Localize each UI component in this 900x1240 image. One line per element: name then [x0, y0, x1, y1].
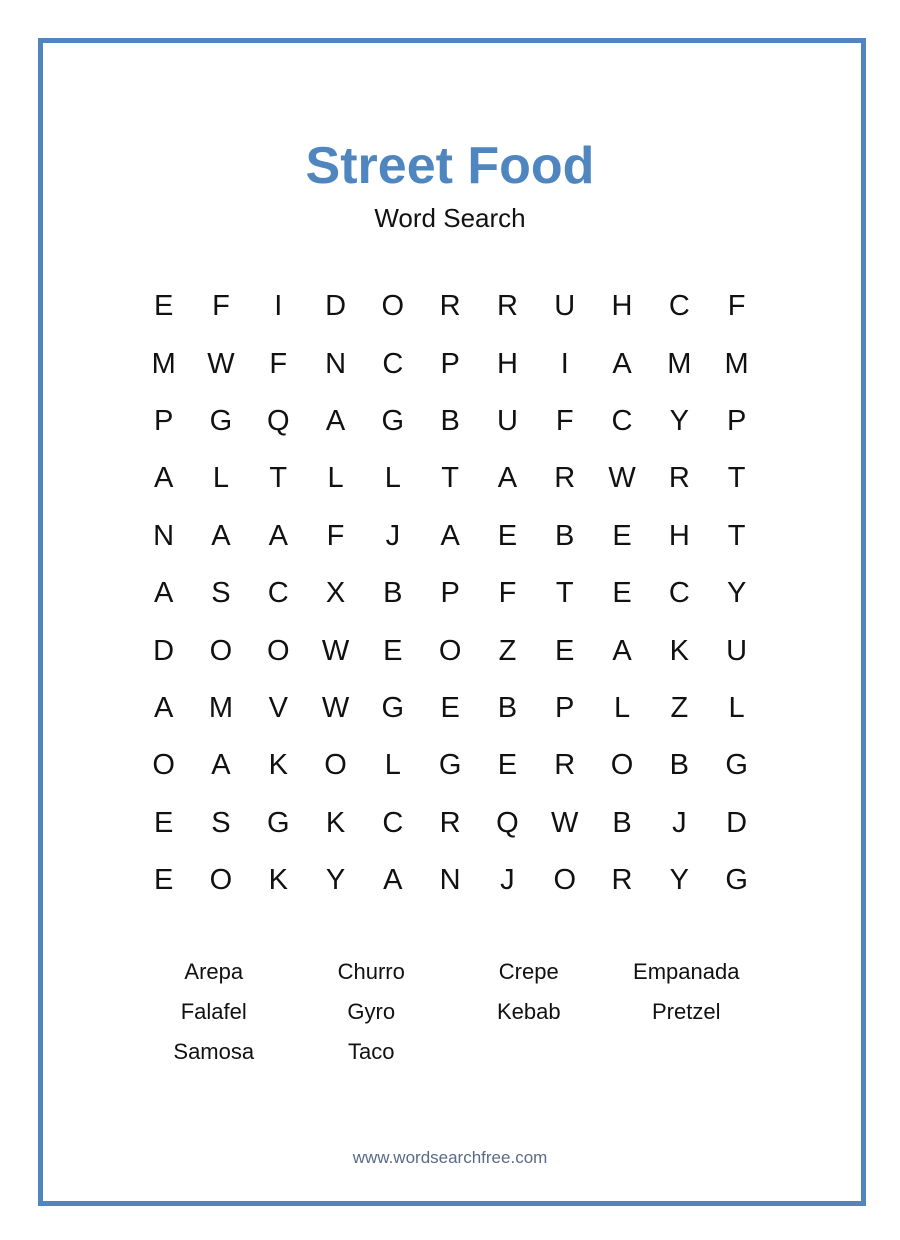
grid-letter: G [209, 404, 233, 437]
grid-letter: C [668, 290, 690, 323]
grid-letter: D [726, 806, 748, 839]
grid-letter: D [325, 290, 347, 323]
grid-letter: O [438, 634, 462, 667]
grid-letter: Y [325, 864, 346, 897]
grid-letter: P [726, 404, 747, 437]
grid-letter: R [668, 462, 690, 495]
grid-letter: Y [669, 864, 689, 897]
grid-letter: E [153, 806, 174, 839]
grid-letter: X [325, 577, 346, 610]
grid-letter: J [385, 519, 401, 552]
grid-letter: A [612, 634, 632, 667]
grid-letter: R [439, 290, 461, 323]
grid-letter: B [669, 749, 689, 782]
grid-letter: E [440, 691, 460, 724]
grid-letter: A [440, 519, 460, 552]
word-list-item: Samosa [173, 1039, 255, 1064]
grid-letter: A [153, 577, 174, 610]
grid-letter: C [267, 577, 289, 610]
grid-letter: M [208, 691, 234, 724]
grid-letter: A [325, 404, 346, 437]
grid-letter: L [728, 691, 745, 724]
grid-letter: B [612, 806, 632, 839]
grid-letter: F [727, 290, 746, 323]
grid-letter: R [496, 290, 518, 323]
grid-letter: F [555, 404, 574, 437]
grid-letter: M [724, 347, 749, 380]
grid-letter: T [441, 462, 459, 495]
grid-letter: E [612, 519, 632, 552]
grid-letter: F [269, 347, 288, 380]
grid-letter: R [439, 806, 461, 839]
grid-letter: C [382, 806, 404, 839]
grid-letter: L [384, 749, 401, 782]
grid-letter: G [381, 404, 405, 437]
grid-letter: Y [669, 404, 689, 437]
grid-letter: Q [266, 404, 290, 437]
grid-letter: U [554, 290, 576, 323]
grid-letter: A [268, 519, 288, 552]
grid-letter: A [211, 749, 231, 782]
grid-letter: A [153, 691, 174, 724]
grid-letter: J [672, 806, 687, 839]
footer-url[interactable]: www.wordsearchfree.com [352, 1148, 548, 1167]
grid-letter: G [725, 864, 748, 897]
grid-letter: W [207, 347, 235, 380]
grid-letter: O [610, 749, 634, 782]
grid-letter: W [608, 462, 636, 495]
grid-letter: E [555, 634, 575, 667]
grid-letter: B [555, 519, 575, 552]
grid-letter: U [496, 404, 518, 437]
grid-letter: N [439, 864, 461, 897]
grid-letter: I [274, 290, 283, 323]
grid-letter: B [440, 404, 460, 437]
grid-letter: O [209, 634, 233, 667]
grid-letter: N [153, 519, 175, 552]
grid-letter: V [268, 691, 288, 724]
grid-letter: F [326, 519, 345, 552]
grid-letter: T [727, 519, 746, 552]
grid-letter: L [384, 462, 401, 495]
grid-letter: A [383, 864, 403, 897]
grid-letter: K [268, 864, 288, 897]
grid-letter: L [212, 462, 230, 495]
grid-letter: H [611, 290, 633, 323]
grid-letter: R [554, 749, 576, 782]
grid-letter: F [498, 577, 517, 610]
grid-letter: E [497, 749, 518, 782]
word-list-item: Taco [348, 1039, 395, 1064]
word-list-item: Pretzel [652, 999, 721, 1024]
grid-letter: B [497, 691, 518, 724]
grid-letter: M [151, 347, 176, 380]
grid-letter: K [669, 634, 689, 667]
grid-letter: O [324, 749, 347, 782]
word-list-item: Empanada [633, 959, 740, 984]
grid-letter: Z [498, 634, 517, 667]
grid-letter: O [553, 864, 576, 897]
grid-letter: E [497, 519, 518, 552]
grid-letter: O [152, 749, 175, 782]
grid-letter: P [555, 691, 575, 724]
word-list-item: Kebab [496, 999, 561, 1024]
grid-letter: A [153, 462, 174, 495]
grid-letter: Q [496, 806, 519, 839]
puzzle-subtitle: Word Search [374, 203, 526, 233]
grid-letter: T [555, 577, 574, 610]
grid-letter: E [612, 577, 632, 610]
grid-letter: W [551, 806, 579, 839]
grid-letter: K [325, 806, 346, 839]
grid-letter: G [266, 806, 290, 839]
grid-letter: R [554, 462, 576, 495]
grid-letter: W [321, 691, 350, 724]
grid-letter: Y [726, 577, 747, 610]
grid-letter: B [383, 577, 403, 610]
word-list-item: Churro [337, 959, 405, 984]
word-list-item: Falafel [180, 999, 247, 1024]
grid-letter: H [668, 519, 690, 552]
grid-letter: A [497, 462, 518, 495]
grid-letter: O [381, 290, 405, 323]
grid-letter: D [153, 634, 175, 667]
grid-letter: E [383, 634, 403, 667]
word-list-item: Crepe [498, 959, 559, 984]
grid-letter: O [266, 634, 290, 667]
word-list-item: Arepa [184, 959, 244, 984]
grid-letter: N [325, 347, 347, 380]
word-list-item: Gyro [347, 999, 396, 1024]
grid-letter: C [668, 577, 690, 610]
puzzle-title: Street Food [305, 137, 595, 195]
grid-letter: E [153, 290, 174, 323]
word-list [135, 952, 765, 1072]
letter-grid [135, 278, 765, 909]
grid-letter: J [500, 864, 515, 897]
grid-letter: K [268, 749, 288, 782]
grid-letter: S [211, 577, 231, 610]
grid-letter: G [381, 691, 405, 724]
grid-letter: E [153, 864, 174, 897]
grid-letter: L [613, 691, 631, 724]
grid-letter: T [269, 462, 288, 495]
grid-letter: C [382, 347, 404, 380]
grid-letter: W [321, 634, 350, 667]
grid-letter: P [153, 404, 174, 437]
grid-letter: G [438, 749, 462, 782]
grid-letter: H [496, 347, 518, 380]
grid-letter: T [727, 462, 746, 495]
grid-letter: F [212, 290, 230, 323]
grid-letter: O [209, 864, 233, 897]
grid-letter: P [440, 577, 460, 610]
grid-letter: A [211, 519, 231, 552]
grid-letter: S [211, 806, 231, 839]
grid-letter: A [612, 347, 632, 380]
grid-letter: Z [670, 691, 689, 724]
grid-letter: M [667, 347, 692, 380]
grid-letter: P [440, 347, 460, 380]
grid-letter: L [327, 462, 344, 495]
grid-letter: C [611, 404, 633, 437]
grid-letter: U [726, 634, 748, 667]
grid-letter: I [560, 347, 569, 380]
grid-letter: G [725, 749, 748, 782]
grid-letter: R [611, 864, 633, 897]
